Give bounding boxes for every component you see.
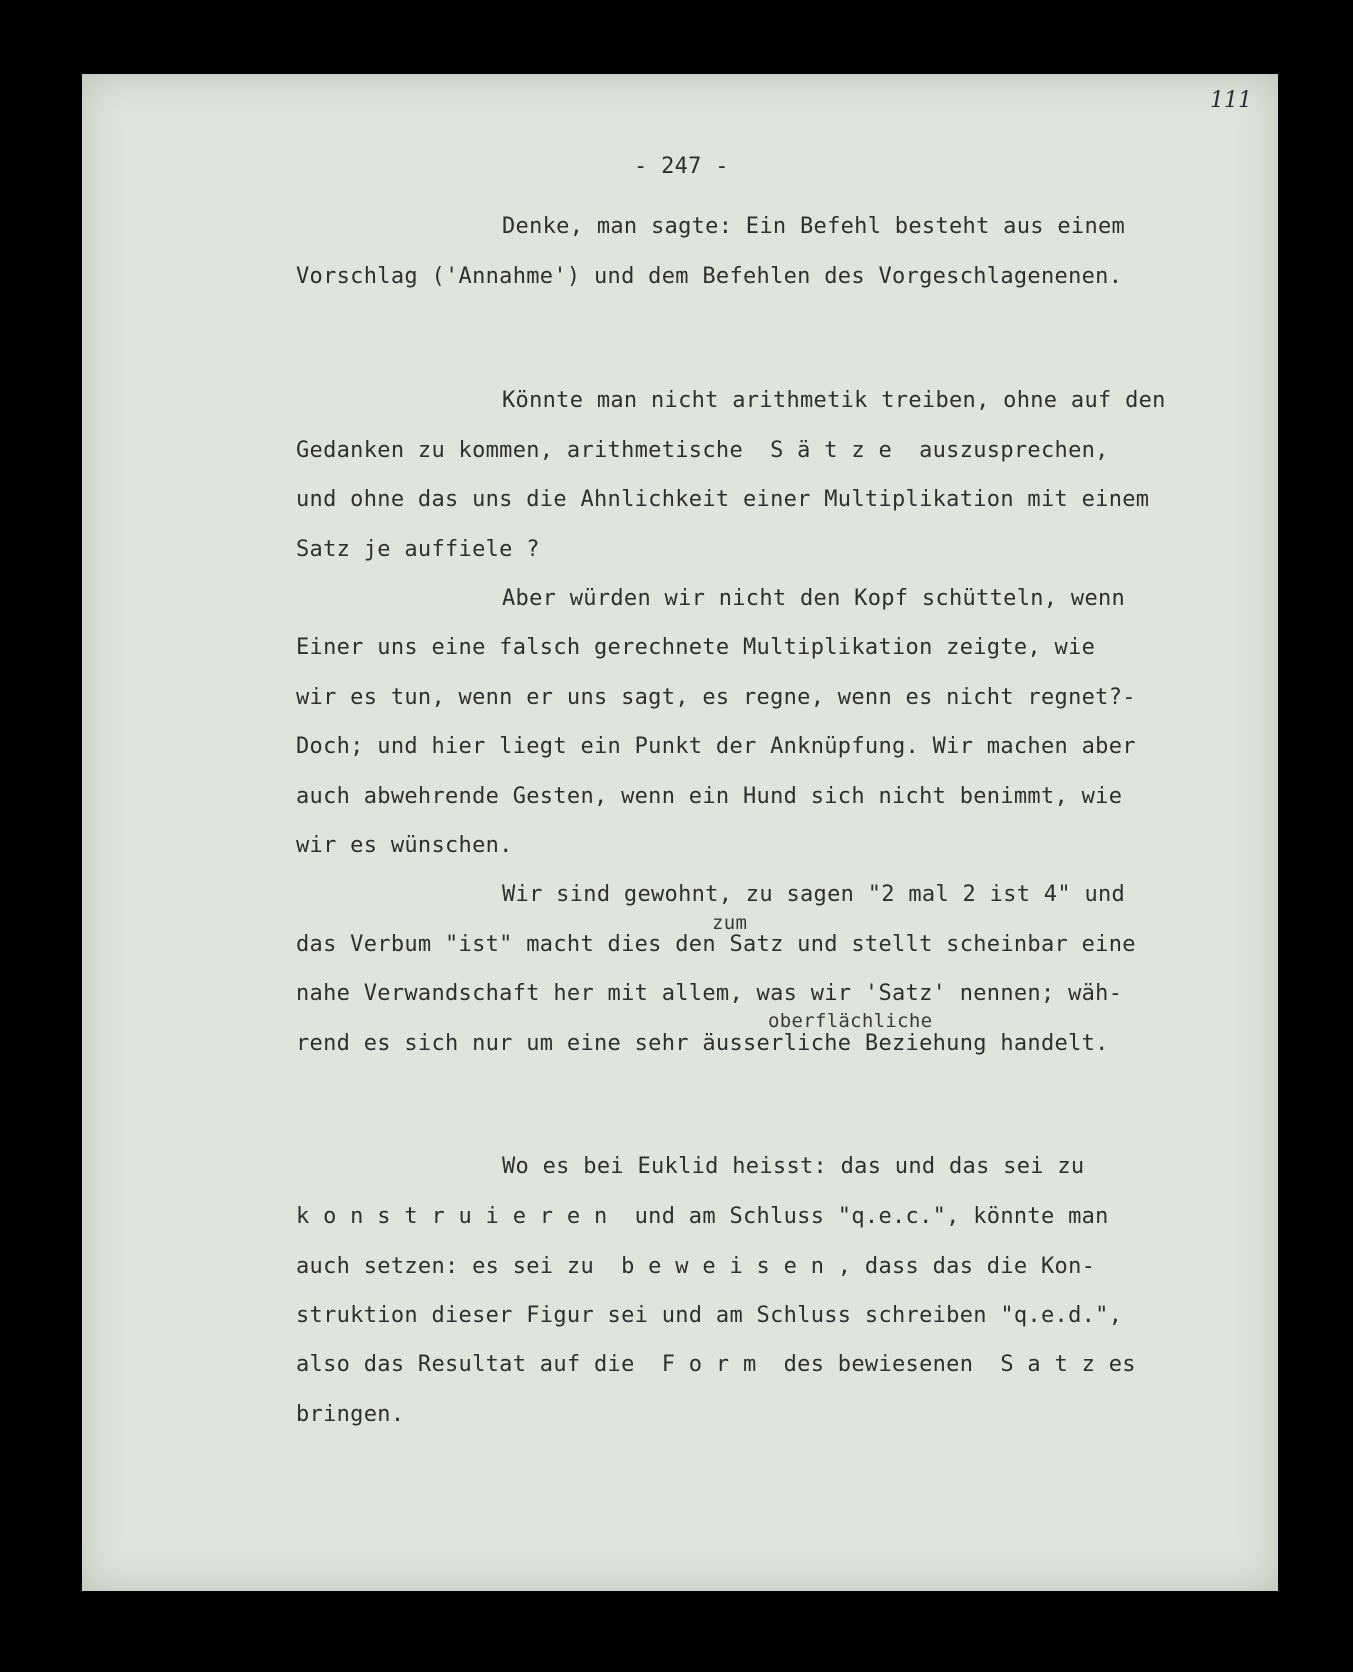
text-line: nahe Verwandschaft her mit allem, was wir 'Satz' nennen; wäh-: [296, 981, 1123, 1006]
text-line: Denke, man sagte: Ein Befehl besteht aus einem: [502, 214, 1126, 239]
text-line: struktion dieser Figur sei und am Schluss schreiben "q.e.d.",: [296, 1303, 1123, 1328]
text-line: Gedanken zu kommen, arithmetische S ä t z e auszusprechen,: [296, 438, 1109, 463]
text-line: wir es wünschen.: [296, 833, 513, 858]
text-line: auch setzen: es sei zu b e w e i s e n , dass das die Kon-: [296, 1254, 1096, 1279]
text-line: wir es tun, wenn er uns sagt, es regne, wenn es nicht regnet?-: [296, 685, 1136, 710]
document-page: [82, 74, 1278, 1591]
text-line: Einer uns eine falsch gerechnete Multiplikation zeigte, wie: [296, 635, 1096, 660]
text-line: Wo es bei Euklid heisst: das und das sei zu: [502, 1154, 1085, 1179]
text-line: also das Resultat auf die F o r m des bewiesenen S a t z es: [296, 1352, 1136, 1377]
text-line: Aber würden wir nicht den Kopf schütteln, wenn: [502, 586, 1126, 611]
page-number: - 247 -: [634, 154, 729, 179]
text-line: Wir sind gewohnt, zu sagen "2 mal 2 ist 4" und: [502, 882, 1126, 907]
handwritten-insert: zum: [712, 912, 748, 934]
handwritten-insert: oberflächliche: [768, 1010, 933, 1032]
text-line: k o n s t r u i e r e n und am Schluss "q.e.c.", könnte man: [296, 1204, 1109, 1229]
text-line: bringen.: [296, 1402, 405, 1427]
text-line: Könnte man nicht arithmetik treiben, ohne auf den: [502, 388, 1166, 413]
text-line: das Verbum "ist" macht dies den Satz und stellt scheinbar eine: [296, 932, 1136, 957]
text-line: Doch; und hier liegt ein Punkt der Anknüpfung. Wir machen aber: [296, 734, 1136, 759]
text-line: Vorschlag ('Annahme') und dem Befehlen des Vorgeschlagenenen.: [296, 264, 1123, 289]
text-line: auch abwehrende Gesten, wenn ein Hund sich nicht benimmt, wie: [296, 784, 1123, 809]
folio-number: 111: [1210, 88, 1252, 113]
text-line: und ohne das uns die Ahnlichkeit einer Multiplikation mit einem: [296, 487, 1150, 512]
text-line: rend es sich nur um eine sehr äusserliche Beziehung handelt.: [296, 1031, 1109, 1056]
text-line: Satz je auffiele ?: [296, 537, 540, 562]
